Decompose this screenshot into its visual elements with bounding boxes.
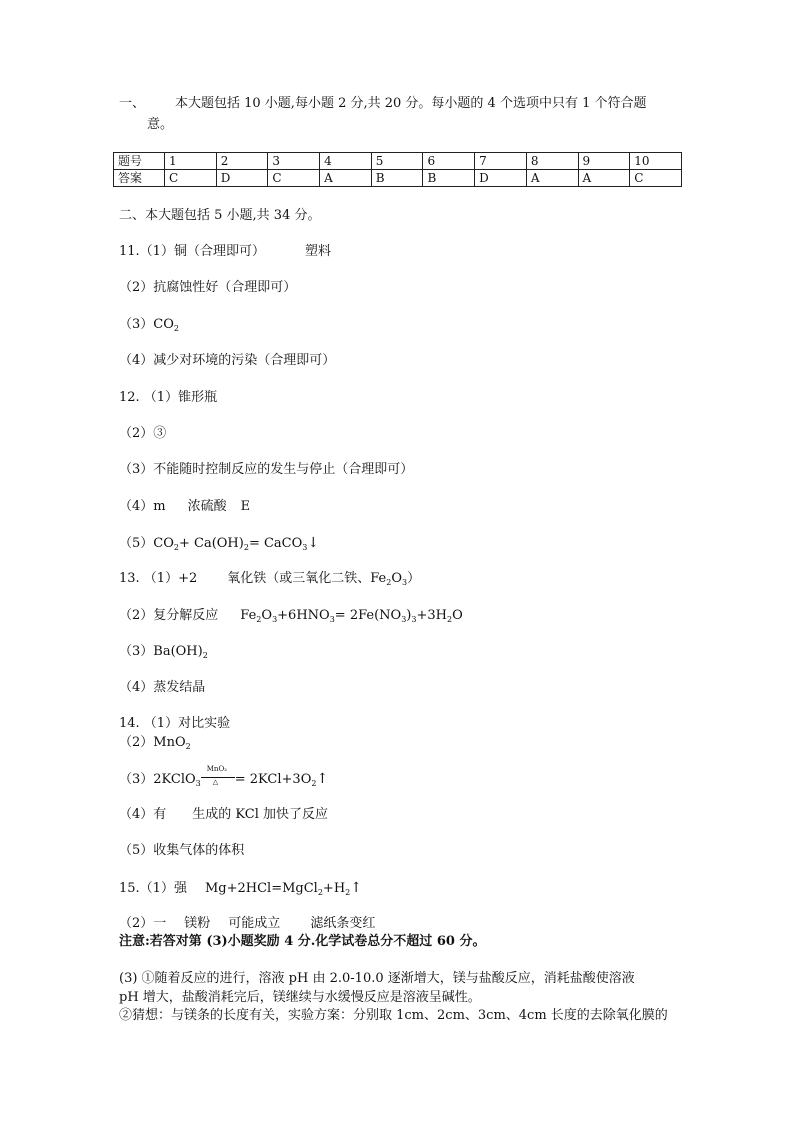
q15-a1b: Mg+2HCl=MgCl bbox=[204, 881, 318, 896]
table-row-numbers bbox=[114, 153, 682, 170]
q13-a2b: Fe bbox=[240, 608, 257, 623]
subscript: 2 bbox=[202, 651, 208, 660]
q15-a2b: 镁粉 bbox=[184, 916, 211, 931]
q13-a1d: ） bbox=[407, 571, 421, 586]
q13-answer-1 bbox=[119, 571, 420, 587]
table-cell: C bbox=[630, 170, 682, 187]
q13-a2h: O bbox=[452, 608, 463, 623]
q13-a2e: = 2Fe(NO bbox=[334, 608, 402, 623]
precipitate-arrow-icon: ↓ bbox=[307, 535, 320, 551]
q14-a3a: （3）2KClO bbox=[119, 772, 196, 787]
q14-a2: （2）MnO bbox=[119, 735, 186, 750]
q13-answer-3 bbox=[119, 644, 208, 660]
q11-answer-1 bbox=[119, 244, 331, 260]
subscript: 2 bbox=[173, 543, 179, 552]
q11-answer-2: （2）抗腐蚀性好（合理即可） bbox=[119, 280, 297, 295]
q15-part3-line1: (3) ①随着反应的进行，溶液 pH 由 2.0-10.0 逐渐增大，镁与盐酸反应，消耗盐酸使溶液 bbox=[119, 971, 635, 986]
subscript: 3 bbox=[272, 615, 278, 624]
table-cell: D bbox=[475, 170, 527, 187]
q15-a2a: （2）一 bbox=[119, 916, 167, 931]
subscript: 3 bbox=[401, 615, 407, 624]
q14-answer-4 bbox=[119, 807, 328, 823]
table-cell: 3 bbox=[268, 153, 320, 170]
q15-a2d: 滤纸条变红 bbox=[310, 916, 376, 931]
table-row-answers bbox=[114, 170, 682, 187]
section2-title: 二、本大题包括 5 小题,共 34 分。 bbox=[119, 208, 321, 223]
q13-a2f: ) bbox=[406, 608, 412, 623]
subscript: 2 bbox=[311, 779, 317, 788]
q14-answer-3 bbox=[119, 765, 329, 788]
q13-a2g: +3H bbox=[416, 608, 447, 623]
subscript: 2 bbox=[386, 578, 392, 587]
table-cell: A bbox=[578, 170, 630, 187]
q13-answer-4: （4）蒸发结晶 bbox=[119, 680, 206, 695]
table-cell: 1 bbox=[165, 153, 217, 170]
q14-answer-2 bbox=[119, 735, 191, 751]
q14-a4b: 生成的 KCl 加快了反应 bbox=[192, 807, 329, 822]
q14-answer-1: 14. （1）对比实验 bbox=[119, 716, 231, 731]
q12-a4c: E bbox=[240, 499, 251, 514]
q11-answer-3 bbox=[119, 317, 179, 333]
table-cell: C bbox=[268, 170, 320, 187]
table-cell: C bbox=[165, 170, 217, 187]
q12-answer-2: （2）③ bbox=[119, 426, 167, 441]
q14-a4a: （4）有 bbox=[119, 807, 167, 822]
q13-a3: （3）Ba(OH) bbox=[119, 644, 203, 659]
q15-answer-2 bbox=[119, 916, 375, 932]
subscript: 2 bbox=[345, 888, 351, 897]
q12-answer-5 bbox=[119, 535, 319, 552]
q13-a2a: （2）复分解反应 bbox=[119, 608, 219, 623]
q12-a5-3: = CaCO bbox=[248, 536, 303, 551]
section1-continuation: 意。 bbox=[147, 117, 174, 132]
subscript: 2 bbox=[446, 615, 453, 624]
q15-part3-line2: pH 增大，盐酸消耗完后，镁继续与水缓慢反应是溶液呈碱性。 bbox=[119, 990, 481, 1005]
subscript: 2 bbox=[173, 324, 179, 333]
subscript: 3 bbox=[329, 615, 335, 624]
q15-a2c: 可能成立 bbox=[228, 916, 281, 931]
q11-a1b: 塑料 bbox=[304, 244, 331, 259]
q13-a2c: O bbox=[261, 608, 273, 623]
q11-answer-4: （4）减少对环境的污染（合理即可） bbox=[119, 353, 336, 368]
q12-a5: （5）CO bbox=[119, 536, 174, 551]
row-header-answer: 答案 bbox=[114, 170, 165, 187]
row-header-number: 题号 bbox=[114, 153, 165, 170]
table-cell: B bbox=[423, 170, 475, 187]
gas-arrow-icon: ↑ bbox=[350, 880, 362, 896]
subscript: 2 bbox=[256, 615, 262, 624]
q12-a5-2: + Ca(OH) bbox=[178, 536, 244, 551]
table-cell: 7 bbox=[475, 153, 527, 170]
q12-a4b: 浓硫酸 bbox=[187, 499, 227, 514]
subscript: 2 bbox=[317, 888, 323, 897]
subscript: 3 bbox=[195, 779, 201, 788]
section1-label: 一、 bbox=[119, 96, 146, 111]
table-cell: 10 bbox=[630, 153, 682, 170]
section1-text: 本大题包括 10 小题,每小题 2 分,共 20 分。每小题的 4 个选项中只有 1 个符合题 bbox=[175, 96, 647, 111]
q14-a3b: = 2KCl+3O bbox=[234, 772, 312, 787]
catalyst-label: MnO₂ bbox=[206, 765, 227, 773]
q12-answer-3: （3）不能随时控制反应的发生与停止（合理即可） bbox=[119, 462, 414, 477]
table-cell: A bbox=[320, 170, 372, 187]
table-cell: B bbox=[371, 170, 423, 187]
table-cell: 6 bbox=[423, 153, 475, 170]
answer-table bbox=[113, 152, 682, 187]
q13-a2d: +6HNO bbox=[277, 608, 330, 623]
table-cell: 4 bbox=[320, 153, 372, 170]
table-cell: 5 bbox=[371, 153, 423, 170]
heat-symbol: △ bbox=[212, 778, 219, 786]
q13-a1c: O bbox=[391, 571, 403, 586]
q14-answer-5: （5）收集气体的体积 bbox=[119, 843, 245, 858]
q15-a1c: +H bbox=[322, 881, 346, 896]
q13-a1a: 13. （1）+2 bbox=[119, 571, 198, 586]
q15-part3-line3: ②猜想：与镁条的长度有关，实验方案：分别取 1cm、2cm、3cm、4cm 长度的去除氧化膜的 bbox=[119, 1008, 668, 1023]
table-cell: 8 bbox=[526, 153, 578, 170]
q12-answer-4 bbox=[119, 499, 250, 515]
q13-answer-2 bbox=[119, 608, 463, 624]
reaction-condition bbox=[201, 765, 235, 787]
gas-arrow-icon: ↑ bbox=[316, 771, 329, 787]
q12-a4a: （4）m bbox=[119, 499, 166, 514]
subscript: 2 bbox=[185, 742, 191, 751]
table-cell: 9 bbox=[578, 153, 630, 170]
q15-answer-1 bbox=[119, 880, 362, 897]
q12-answer-1: 12. （1）锥形瓶 bbox=[119, 390, 218, 405]
subscript: 3 bbox=[411, 615, 417, 624]
subscript: 3 bbox=[402, 578, 408, 587]
q11-a3: （3）CO bbox=[119, 317, 174, 332]
table-cell: A bbox=[526, 170, 578, 187]
section1-heading bbox=[119, 96, 647, 112]
q11-a1: 11.（1）铜（合理即可） bbox=[119, 244, 265, 259]
subscript: 2 bbox=[243, 543, 249, 552]
bonus-note: 注意:若答对第 (3)小题奖励 4 分.化学试卷总分不超过 60 分。 bbox=[119, 934, 486, 949]
table-cell: D bbox=[216, 170, 268, 187]
q13-a1b: 氧化铁（或三氧化二铁、Fe bbox=[227, 571, 387, 586]
q15-a1a: 15.（1）强 bbox=[119, 881, 187, 896]
subscript: 3 bbox=[302, 543, 308, 552]
table-cell: 2 bbox=[216, 153, 268, 170]
